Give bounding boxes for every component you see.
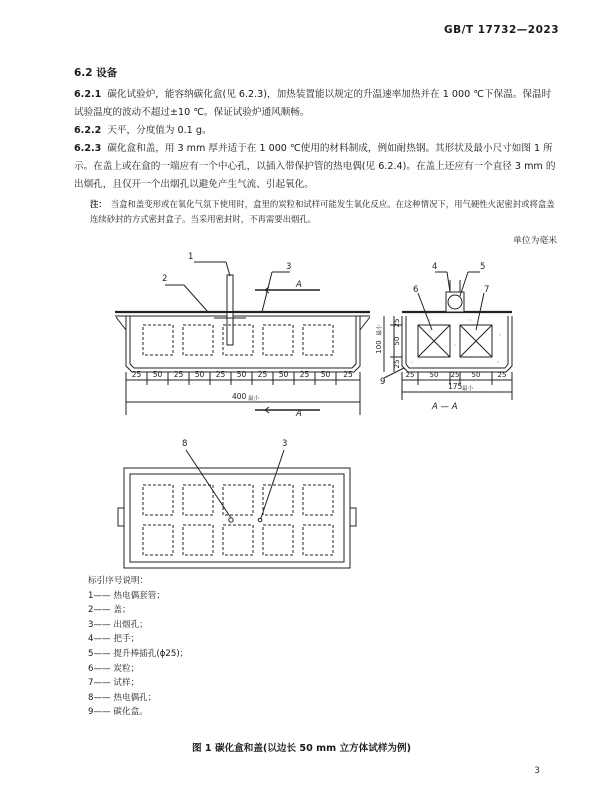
legend-item: 2—— 盖； <box>88 605 131 616</box>
dim-label: 50 <box>152 370 163 379</box>
dim-label: 25 <box>131 370 142 379</box>
legend-item: 3—— 出烟孔； <box>88 619 148 630</box>
dim-label: 50 <box>236 370 247 379</box>
section-heading: 6.2 设备 <box>74 67 118 79</box>
legend <box>88 574 188 720</box>
callout-3-plan: 3 <box>282 439 288 449</box>
dim-label: 25 <box>393 359 401 369</box>
dim-label: 50 <box>194 370 205 379</box>
note-text: 当盒和盖变形或在氧化气氛下使用时，盒里的炭粒和试样可能发生氧化反应。在这种情况下，用气硬性火泥密封或将盒盖连续砂封的方式密封盒子。当采用密封时，不再需要出烟孔。 <box>90 199 555 224</box>
dim-label: 50 <box>393 336 401 346</box>
page-number: 3 <box>534 766 540 776</box>
clause-number: 6.2.1 <box>74 89 102 100</box>
figure-caption: 图 1 碳化盒和盖(以边长 50 mm 立方体试样为例) <box>192 743 411 754</box>
dim-total-min: 最小 <box>248 396 260 402</box>
dim-side-height: 100 <box>375 340 383 354</box>
dim-total: 400 <box>232 392 247 401</box>
dim-label: 25 <box>173 370 184 379</box>
callout-5: 5 <box>480 262 486 272</box>
legend-item: 9—— 碳化盒。 <box>88 707 148 718</box>
dim-side-total: 175 <box>448 382 463 391</box>
legend-title: 标引序号说明： <box>88 576 149 586</box>
section-mark-top: A <box>296 280 302 290</box>
legend-item: 5—— 提升棒插孔(ϕ25)； <box>88 648 189 659</box>
clause-text: 天平，分度值为 0.1 g。 <box>107 125 212 136</box>
lid-drawing <box>115 312 370 316</box>
callout-6: 6 <box>413 285 419 295</box>
dim-label: 25 <box>450 371 460 379</box>
note-label: 注： <box>90 199 107 209</box>
legend-item: 7—— 试样； <box>88 678 140 689</box>
dim-label: 50 <box>320 370 331 379</box>
dim-label: 50 <box>278 370 289 379</box>
legend-item: 6—— 炭粒； <box>88 663 140 674</box>
callout-2: 2 <box>162 274 168 284</box>
dim-side-min: 最小 <box>462 386 474 392</box>
section-title: A — A <box>432 402 458 412</box>
clause-text: 碳化试验炉，能容纳碳化盒(见 6.2.3)，加热装置能以规定的升温速率加热并在 1 000 ℃下保温。保温时试验温度的波动不超过±10 ℃。保证试验炉通风顺畅。 <box>74 89 552 118</box>
callout-3: 3 <box>286 262 292 272</box>
legend-item: 1—— 热电偶套管； <box>88 590 165 601</box>
dim-label: 25 <box>497 371 507 379</box>
legend-item: 8—— 热电偶孔； <box>88 692 157 703</box>
section-mark-bottom: A <box>296 409 302 419</box>
callout-1: 1 <box>188 252 194 262</box>
dim-label: 25 <box>405 371 415 379</box>
dim-label: 25 <box>299 370 310 379</box>
callout-8: 8 <box>182 439 188 449</box>
callout-4: 4 <box>432 262 438 272</box>
dim-label: 25 <box>393 318 401 328</box>
side-vertical-dimensions <box>375 319 401 369</box>
callout-9: 9 <box>380 377 386 387</box>
callout-7: 7 <box>484 285 490 295</box>
dim-label: 25 <box>215 370 226 379</box>
standard-number: GB/T 17732—2023 <box>443 24 559 36</box>
specimens-front <box>143 325 333 355</box>
front-dimensions <box>132 370 353 379</box>
clause-text: 碳化盒和盖，用 3 mm 厚并适于在 1 000 ℃使用的材料制成，例如耐热钢。其形状及最小尺寸如图 1 所示。在盖上或在盒的一端应有一个中心孔，以插入带保护管的热电偶(见 6.2.4)。在盖上还应有一个直径 3 mm 的出烟孔，且仅开一个出烟孔以避免产生气流、引起氧化。 <box>74 143 556 190</box>
dim-height-min: 最小 <box>377 324 383 336</box>
box-plan-view <box>118 450 356 568</box>
dim-label: 50 <box>471 371 481 379</box>
dim-label: 25 <box>343 370 353 379</box>
section-cut-lines <box>255 287 320 413</box>
box-front-outline <box>126 316 360 372</box>
dim-label: 25 <box>257 370 268 379</box>
legend-item: 4—— 把手； <box>88 634 140 645</box>
thermocouple-tube-drawing <box>214 275 246 345</box>
units-label: 单位为毫米 <box>513 236 557 246</box>
box-section-view <box>384 272 512 400</box>
clause-number: 6.2.3 <box>74 143 102 154</box>
dim-label: 50 <box>429 371 439 379</box>
clause-number: 6.2.2 <box>74 125 102 136</box>
